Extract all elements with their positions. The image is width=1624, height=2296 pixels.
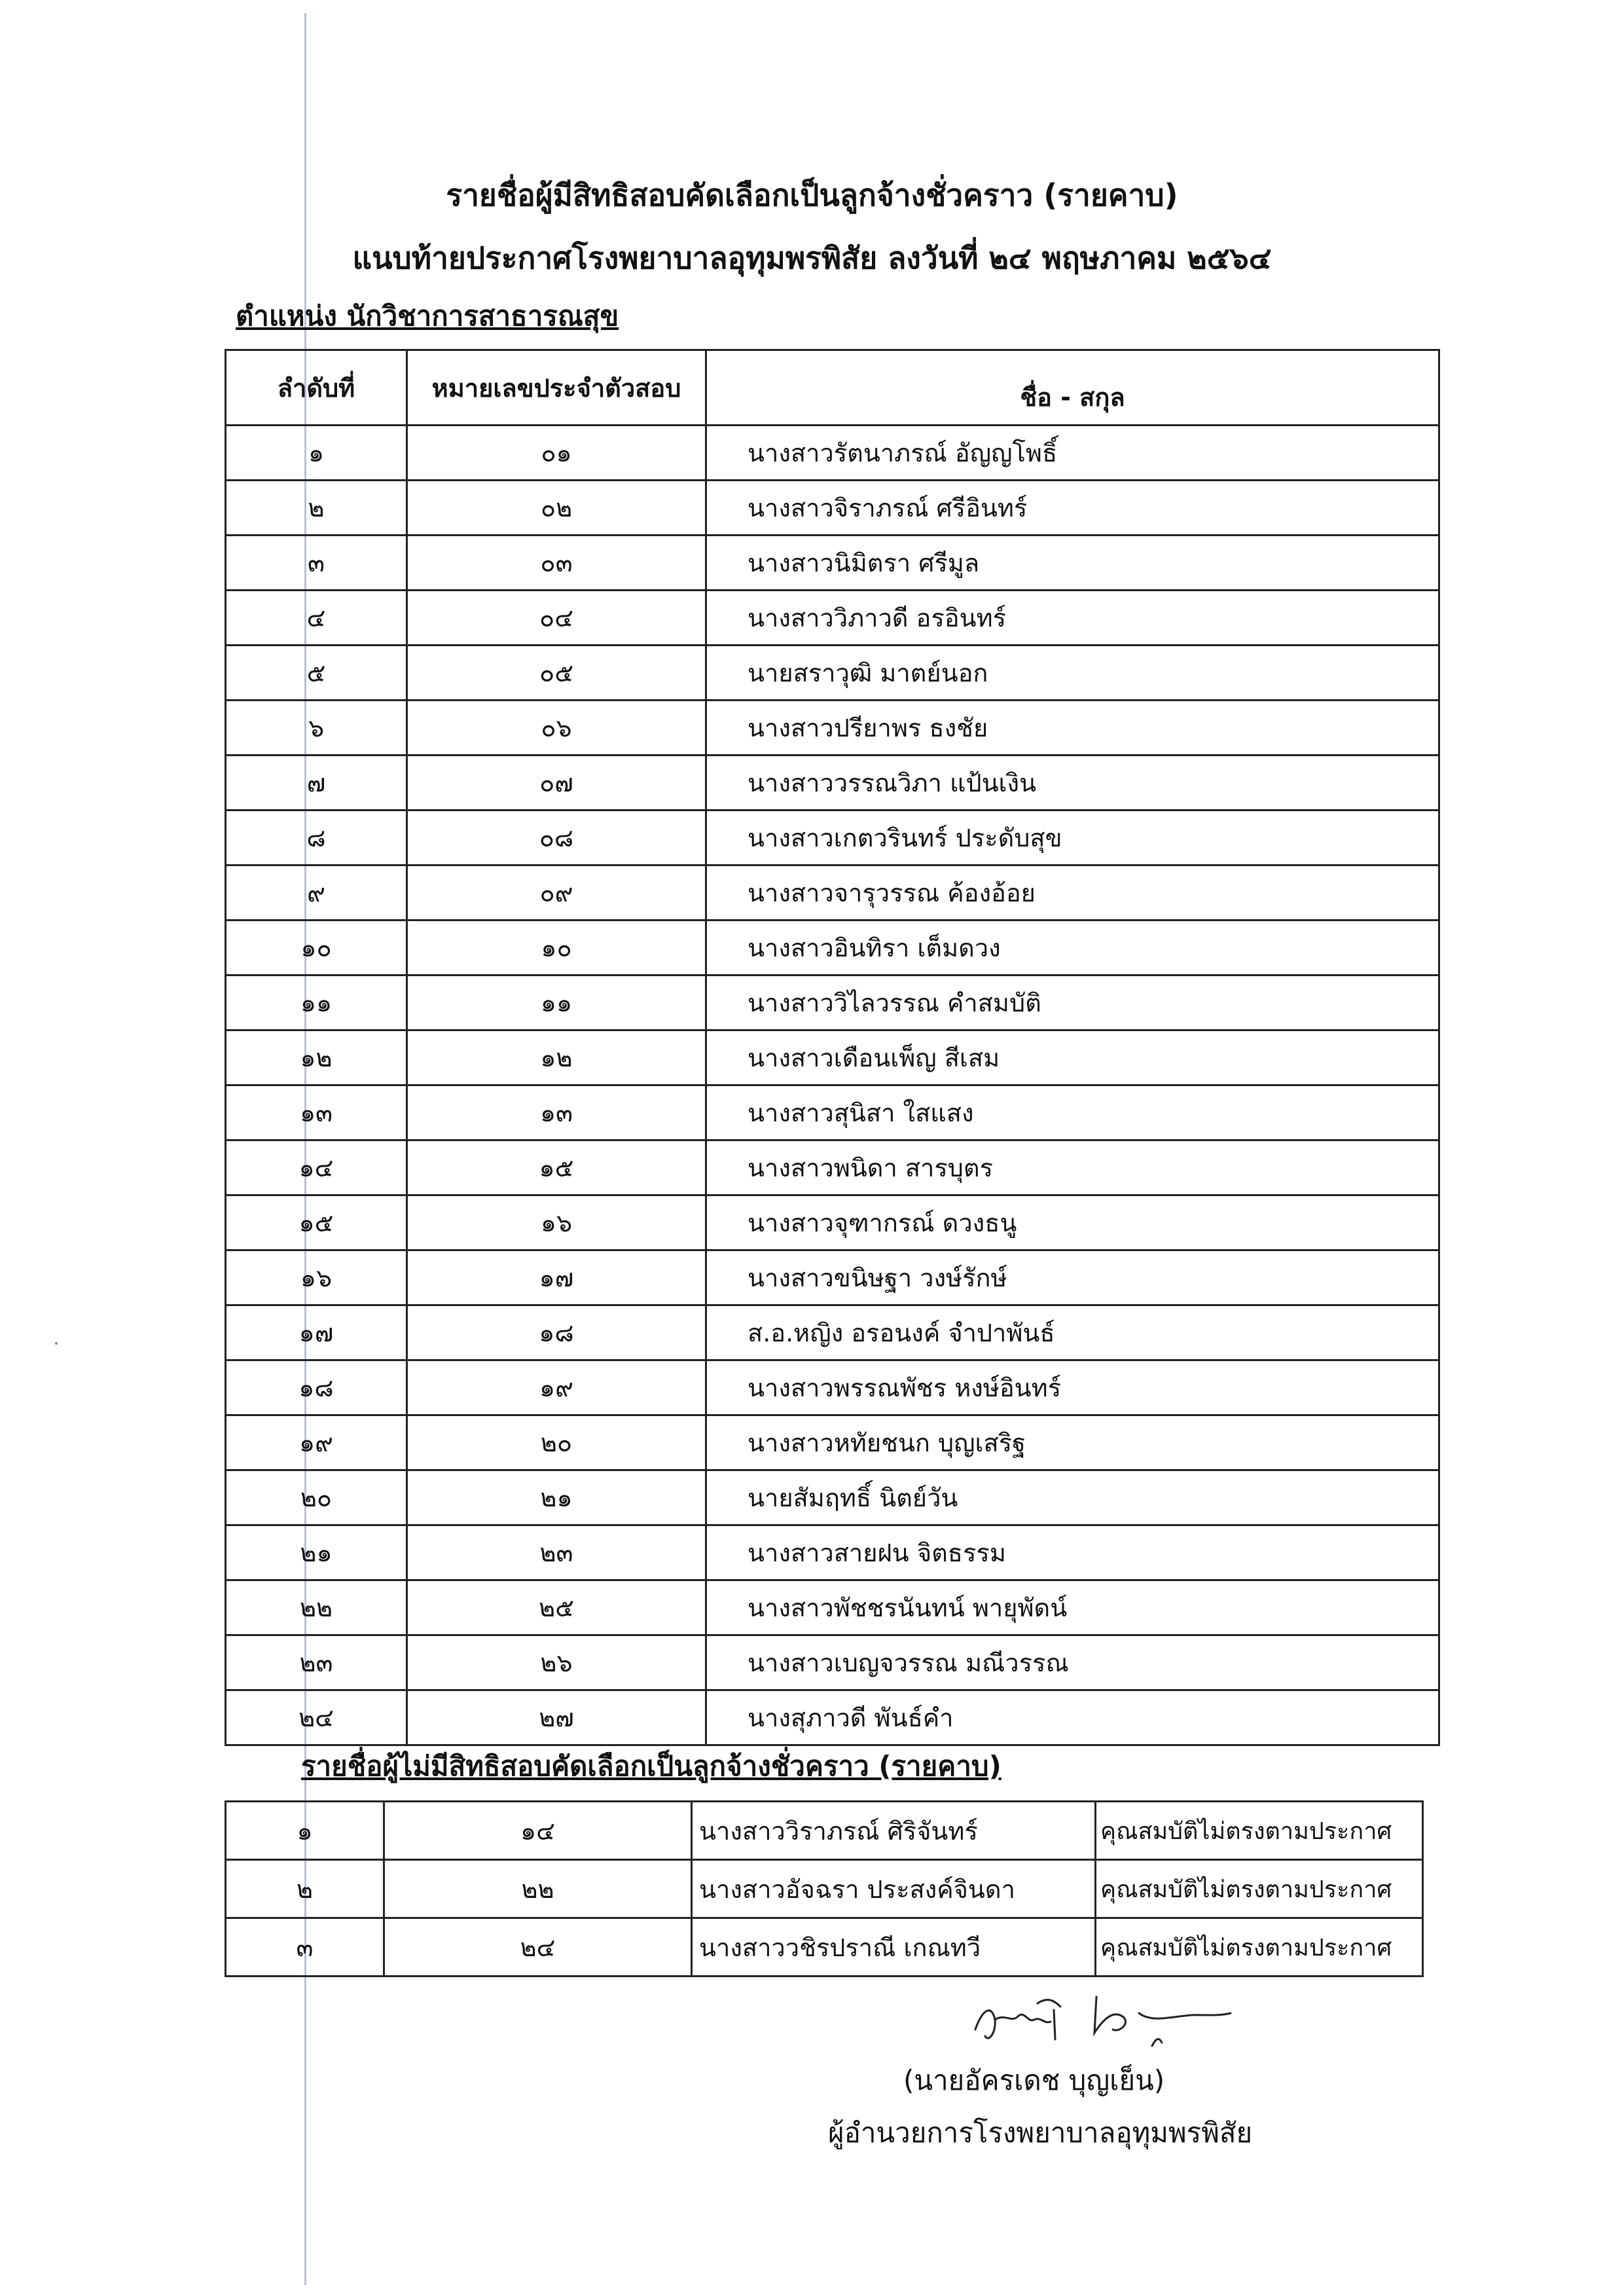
row-full-name: นางสาวสุนิสา ใสแสง [706,1085,1439,1140]
row-full-name: นางสาวจิราภรณ์ ศรีอินทร์ [706,481,1439,536]
table-row [226,920,1439,975]
table-row [226,536,1439,591]
row-exam-id: ๐๙ [407,866,706,920]
row-exam-id: ๐๘ [407,811,706,866]
row-full-name: นางสาวสายฝน จิตธรรม [706,1525,1439,1580]
table-row [226,1360,1439,1415]
table-row [226,1085,1439,1140]
table-row [226,1525,1439,1580]
table-row [226,426,1439,481]
row-order: ๑๗ [226,1305,407,1360]
row-exam-id: ๒๑ [407,1470,706,1525]
ineligible-candidates-table [225,1800,1424,1977]
table-row [226,1918,1423,1977]
row-exam-id: ๒๒ [384,1860,692,1918]
row-reason: คุณสมบัติไม่ตรงตามประกาศ [1096,1918,1423,1977]
header-full-name: ชื่อ - สกุล [706,350,1439,426]
eligible-candidates-table [225,349,1440,1746]
row-order: ๑๕ [226,1195,407,1250]
row-order: ๒๓ [226,1635,407,1690]
table-row [226,1415,1439,1470]
row-exam-id: ๑๐ [407,920,706,975]
row-order: ๒ [226,1860,384,1918]
table-row [226,481,1439,536]
position-heading: ตำแหน่ง นักวิชาการสาธารณสุข [236,300,619,332]
row-order: ๖ [226,701,407,756]
row-full-name: นางสาวอัจฉรา ประสงค์จินดา [692,1860,1096,1918]
row-order: ๗ [226,756,407,811]
row-exam-id: ๑๔ [384,1802,692,1860]
table-header-row [226,350,1439,426]
row-full-name: นางสาวพรรณพัชร หงษ์อินทร์ [706,1360,1439,1415]
row-order: ๑๑ [226,975,407,1030]
row-full-name: นางสาวขนิษฐา วงษ์รักษ์ [706,1250,1439,1305]
row-order: ๘ [226,811,407,866]
table-row [226,866,1439,920]
row-order: ๑๐ [226,920,407,975]
row-order: ๓ [226,536,407,591]
row-order: ๒๒ [226,1580,407,1635]
row-full-name: นางสาววิราภรณ์ ศิริจันทร์ [692,1802,1096,1860]
row-exam-id: ๐๕ [407,646,706,701]
row-full-name: นางสาววชิรปราณี เกณทวี [692,1918,1096,1977]
row-exam-id: ๒๐ [407,1415,706,1470]
row-full-name: นางสาวจารุวรรณ ค้องอ้อย [706,866,1439,920]
row-order: ๑๓ [226,1085,407,1140]
row-full-name: นางสาวเบญจวรรณ มณีวรรณ [706,1635,1439,1690]
ineligible-heading: รายชื่อผู้ไม่มีสิทธิสอบคัดเลือกเป็นลูกจ้างชั่วคราว (รายคาบ) [301,1750,1001,1782]
row-exam-id: ๒๔ [384,1918,692,1977]
row-exam-id: ๑๑ [407,975,706,1030]
row-exam-id: ๒๖ [407,1635,706,1690]
header-exam-id: หมายเลขประจำตัวสอบ [407,350,706,426]
row-reason: คุณสมบัติไม่ตรงตามประกาศ [1096,1860,1423,1918]
row-exam-id: ๐๓ [407,536,706,591]
row-full-name: ส.อ.หญิง อรอนงค์ จำปาพันธ์ [706,1305,1439,1360]
signer-title: ผู้อำนวยการโรงพยาบาลอุทุมพรพิสัย [828,2117,1253,2149]
row-full-name: นางสาวปรียาพร ธงชัย [706,701,1439,756]
row-full-name: นายสราวุฒิ มาตย์นอก [706,646,1439,701]
signer-name: (นายอัครเดช บุญเย็น) [903,2064,1165,2096]
row-exam-id: ๒๗ [407,1690,706,1745]
table-row [226,1140,1439,1195]
table-row [226,701,1439,756]
table-row [226,1580,1439,1635]
row-exam-id: ๐๗ [407,756,706,811]
row-order: ๕ [226,646,407,701]
row-exam-id: ๑๓ [407,1085,706,1140]
row-order: ๔ [226,591,407,646]
row-full-name: นางสาวพัชชรนันทน์ พายุพัดน์ [706,1580,1439,1635]
table-row [226,646,1439,701]
row-exam-id: ๒๕ [407,1580,706,1635]
row-full-name: นางสาวหทัยชนก บุญเสริฐ [706,1415,1439,1470]
row-exam-id: ๐๔ [407,591,706,646]
table-row [226,1635,1439,1690]
row-exam-id: ๐๑ [407,426,706,481]
row-order: ๑๖ [226,1250,407,1305]
table-row [226,811,1439,866]
document-subtitle: แนบท้ายประกาศโรงพยาบาลอุทุมพรพิสัย ลงวันที่ ๒๔ พฤษภาคม ๒๕๖๔ [352,240,1272,276]
table-row [226,1860,1423,1918]
row-reason: คุณสมบัติไม่ตรงตามประกาศ [1096,1802,1423,1860]
row-full-name: นางสาวอินทิรา เต็มดวง [706,920,1439,975]
table-row [226,1802,1423,1860]
header-order: ลำดับที่ [226,350,407,426]
table-row [226,1690,1439,1745]
table-row [226,1195,1439,1250]
row-full-name: นางสาววิภาวดี อรอินทร์ [706,591,1439,646]
row-full-name: นางสาวจุฑากรณ์ ดวงธนู [706,1195,1439,1250]
row-exam-id: ๐๒ [407,481,706,536]
row-order: ๑๒ [226,1030,407,1085]
row-order: ๑๙ [226,1415,407,1470]
row-order: ๑๘ [226,1360,407,1415]
row-full-name: นางสาววิไลวรรณ คำสมบัติ [706,975,1439,1030]
table-row [226,1470,1439,1525]
scan-speck [55,1342,58,1345]
table-row [226,1305,1439,1360]
row-exam-id: ๑๕ [407,1140,706,1195]
row-order: ๑๔ [226,1140,407,1195]
document-title: รายชื่อผู้มีสิทธิสอบคัดเลือกเป็นลูกจ้างชั่วคราว (รายคาบ) [446,177,1178,213]
table-row [226,591,1439,646]
row-exam-id: ๑๗ [407,1250,706,1305]
row-order: ๒๐ [226,1470,407,1525]
row-exam-id: ๑๖ [407,1195,706,1250]
row-full-name: นางสาวนิมิตรา ศรีมูล [706,536,1439,591]
row-order: ๒๔ [226,1690,407,1745]
row-exam-id: ๒๓ [407,1525,706,1580]
row-full-name: นางสาวรัตนาภรณ์ อัญญโพธิ์ [706,426,1439,481]
row-order: ๒ [226,481,407,536]
row-full-name: นางสาววรรณวิภา แป้นเงิน [706,756,1439,811]
row-full-name: นางสาวเกตวรินทร์ ประดับสุข [706,811,1439,866]
table-row [226,975,1439,1030]
row-order: ๑ [226,1802,384,1860]
row-exam-id: ๑๒ [407,1030,706,1085]
row-order: ๒๑ [226,1525,407,1580]
row-exam-id: ๑๘ [407,1305,706,1360]
row-order: ๑ [226,426,407,481]
row-full-name: นางสาวเดือนเพ็ญ สีเสม [706,1030,1439,1085]
row-full-name: นางสาวพนิดา สารบุตร [706,1140,1439,1195]
table-row [226,1250,1439,1305]
row-exam-id: ๐๖ [407,701,706,756]
row-exam-id: ๑๙ [407,1360,706,1415]
director-signature [956,1984,1244,2056]
table-row [226,756,1439,811]
row-full-name: นางสุภาวดี พันธ์คำ [706,1690,1439,1745]
row-order: ๓ [226,1918,384,1977]
row-full-name: นายสัมฤทธิ์ นิตย์วัน [706,1470,1439,1525]
row-order: ๙ [226,866,407,920]
table-row [226,1030,1439,1085]
